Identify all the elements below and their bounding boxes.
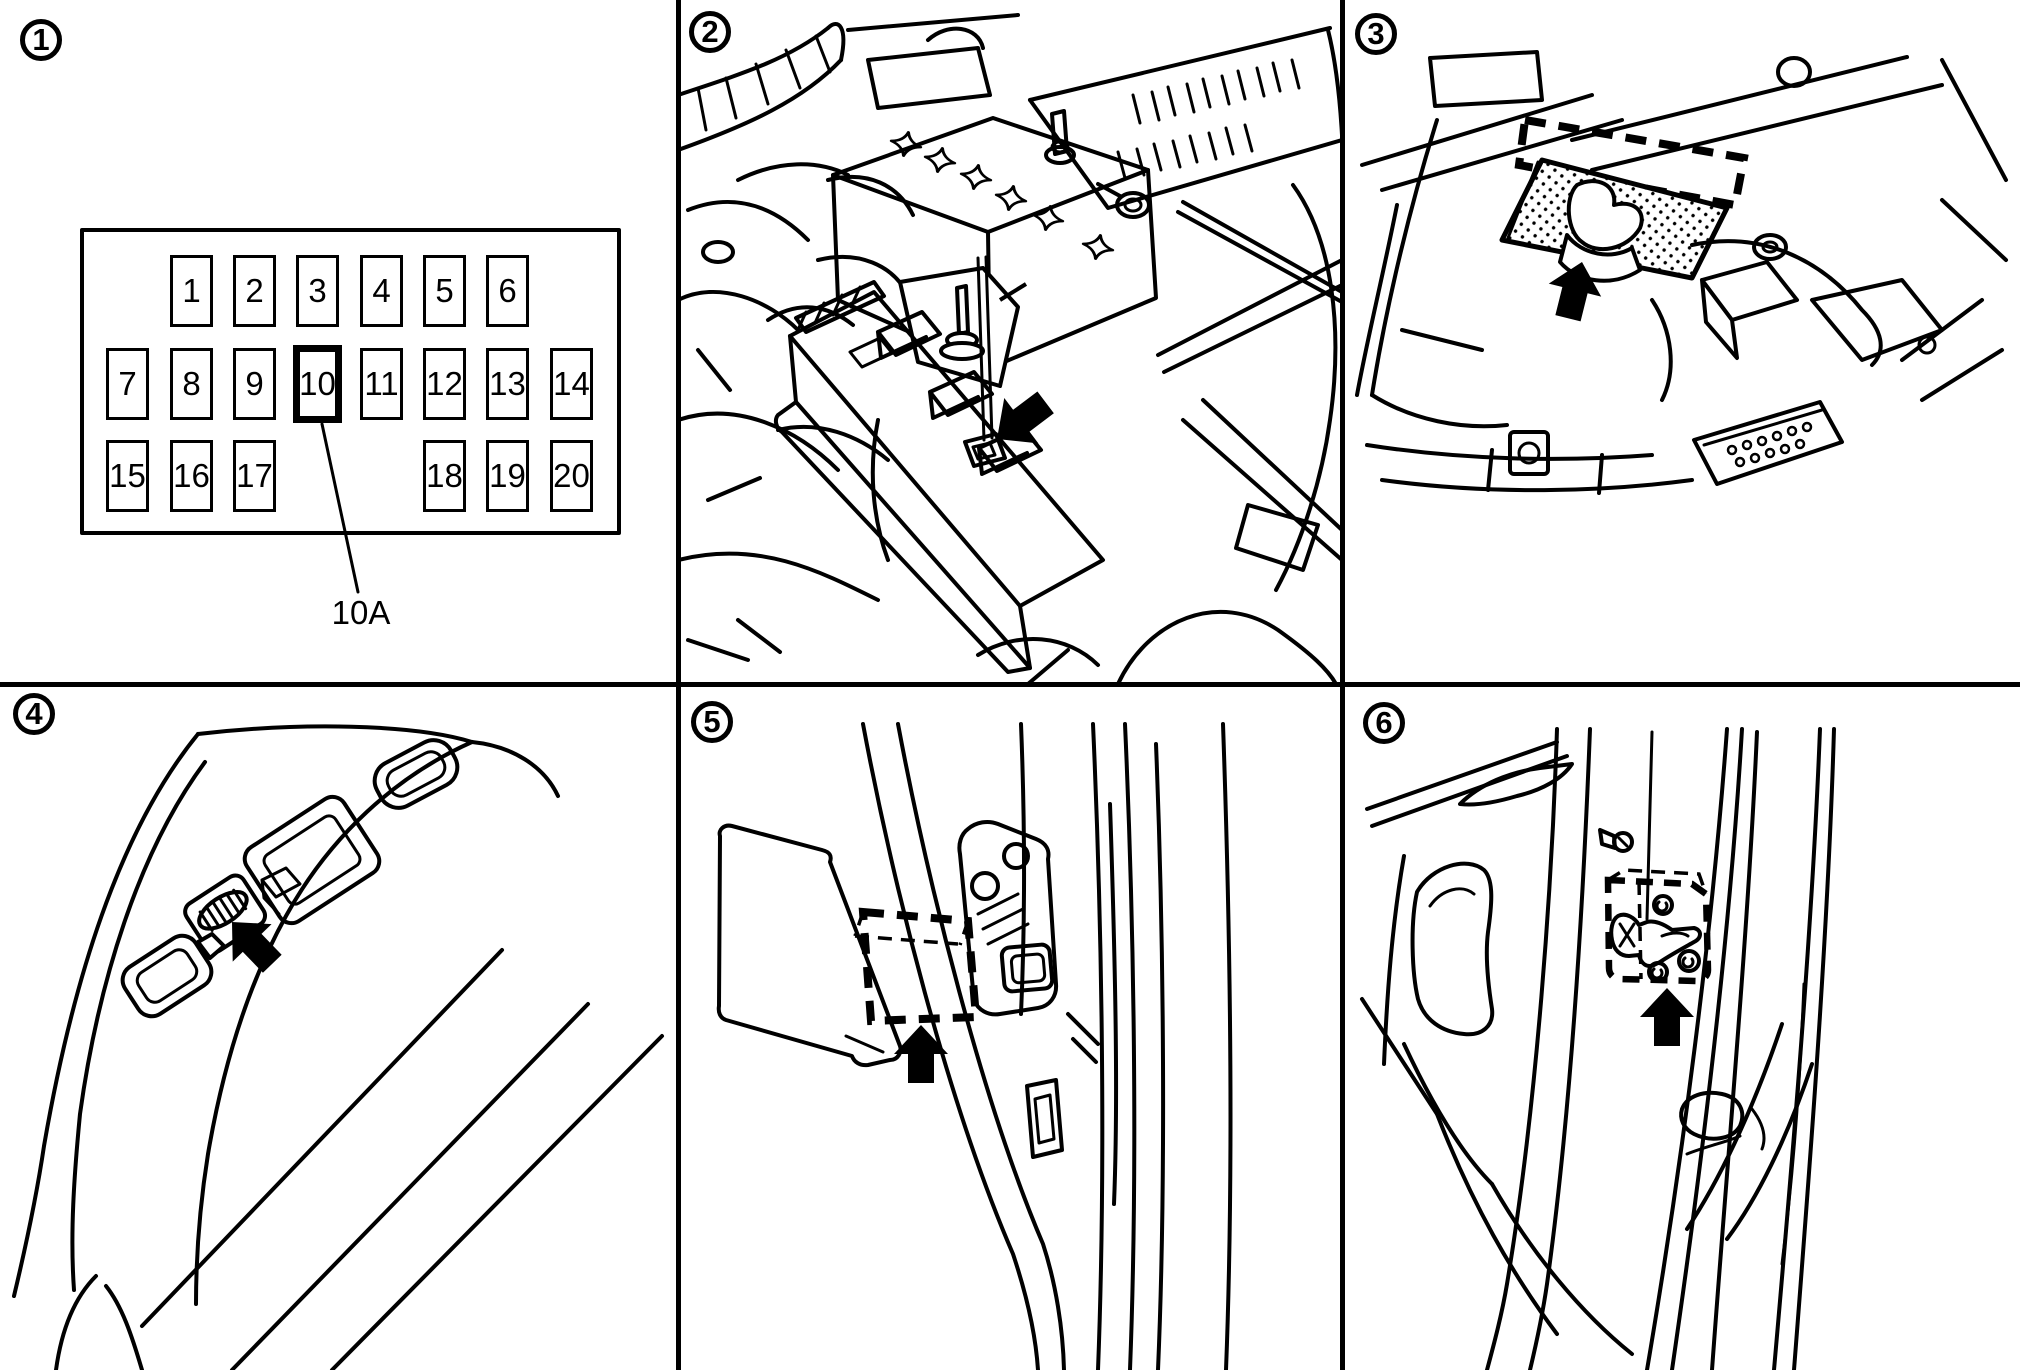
door-edge-illustration (678, 684, 1342, 1370)
battery-terminal-ring (1098, 184, 1149, 217)
fuse-15: 15 (106, 440, 149, 512)
panel-engine-compartment (678, 0, 1342, 684)
location-arrow-icon (894, 1025, 948, 1083)
pillar-weatherstrip (1093, 724, 1230, 1370)
panel-number-badge: 6 (1363, 702, 1405, 744)
fuse-box-outline (82, 230, 619, 533)
fuse-1: 1 (170, 255, 213, 327)
under-dash-illustration (1342, 0, 2020, 684)
panel-number-badge: 1 (20, 19, 62, 61)
engine-compartment-illustration (678, 0, 1342, 684)
door-edge-lines (1487, 729, 1652, 1370)
engine-cover-bracket (848, 15, 1018, 108)
perforated-bracket (1694, 402, 1842, 484)
panel-under-dash (1342, 0, 2020, 684)
hatched-cover-panel (1502, 160, 1727, 281)
fuse-4: 4 (360, 255, 403, 327)
fuse-18: 18 (423, 440, 466, 512)
fuse-10-leader-line (322, 424, 358, 592)
fuse-16: 16 (170, 440, 213, 512)
dashed-location-box (855, 912, 976, 1021)
battery-bracket-plate (900, 268, 1026, 386)
harness-clip (1510, 432, 1548, 474)
fuse-9: 9 (233, 348, 276, 420)
fuse-5: 5 (423, 255, 466, 327)
cowl-slotted-panel (1030, 28, 1342, 302)
jamb-weatherstrip (1647, 729, 1834, 1370)
fuse-14: 14 (550, 348, 593, 420)
fuse-7: 7 (106, 348, 149, 420)
fuse-17: 17 (233, 440, 276, 512)
fuse-box-outline-art (0, 0, 678, 684)
fuse-6: 6 (486, 255, 529, 327)
panel-number-badge: 2 (689, 11, 731, 53)
panel-number-badge: 4 (13, 693, 55, 735)
door-belt-lines (142, 950, 662, 1370)
lower-vent-slot (1027, 1080, 1062, 1157)
door-latch-mechanism (1611, 896, 1700, 981)
fuse-11: 11 (360, 348, 403, 420)
dash-structure (1362, 52, 2006, 190)
floor-details (1367, 402, 1842, 493)
fuse-3: 3 (296, 255, 339, 327)
panel-fuse-box-diagram (0, 0, 678, 684)
door-trim-illustration (0, 684, 678, 1370)
fuse-12: 12 (423, 348, 466, 420)
door-inner-panel (1362, 864, 1632, 1354)
fuse-10: 10 (293, 345, 342, 423)
fuse-amperage-label: 10A (331, 594, 391, 631)
fuse-2: 2 (233, 255, 276, 327)
door-panel (719, 826, 901, 1066)
location-arrow-icon (1640, 988, 1694, 1046)
panel-door-front-edge (678, 684, 1342, 1370)
fuse-13: 13 (486, 348, 529, 420)
door-latch-illustration (1342, 684, 2020, 1370)
bumper-screw (1600, 830, 1632, 851)
fuse-19: 19 (486, 440, 529, 512)
panel-door-latch (1342, 684, 2020, 1370)
panel-number-badge: 3 (1355, 13, 1397, 55)
fuse-8: 8 (170, 348, 213, 420)
panel-door-trim-switches (0, 684, 678, 1370)
fuse-20: 20 (550, 440, 593, 512)
panel-number-badge: 5 (691, 701, 733, 743)
console-side-panel (1357, 120, 1507, 426)
